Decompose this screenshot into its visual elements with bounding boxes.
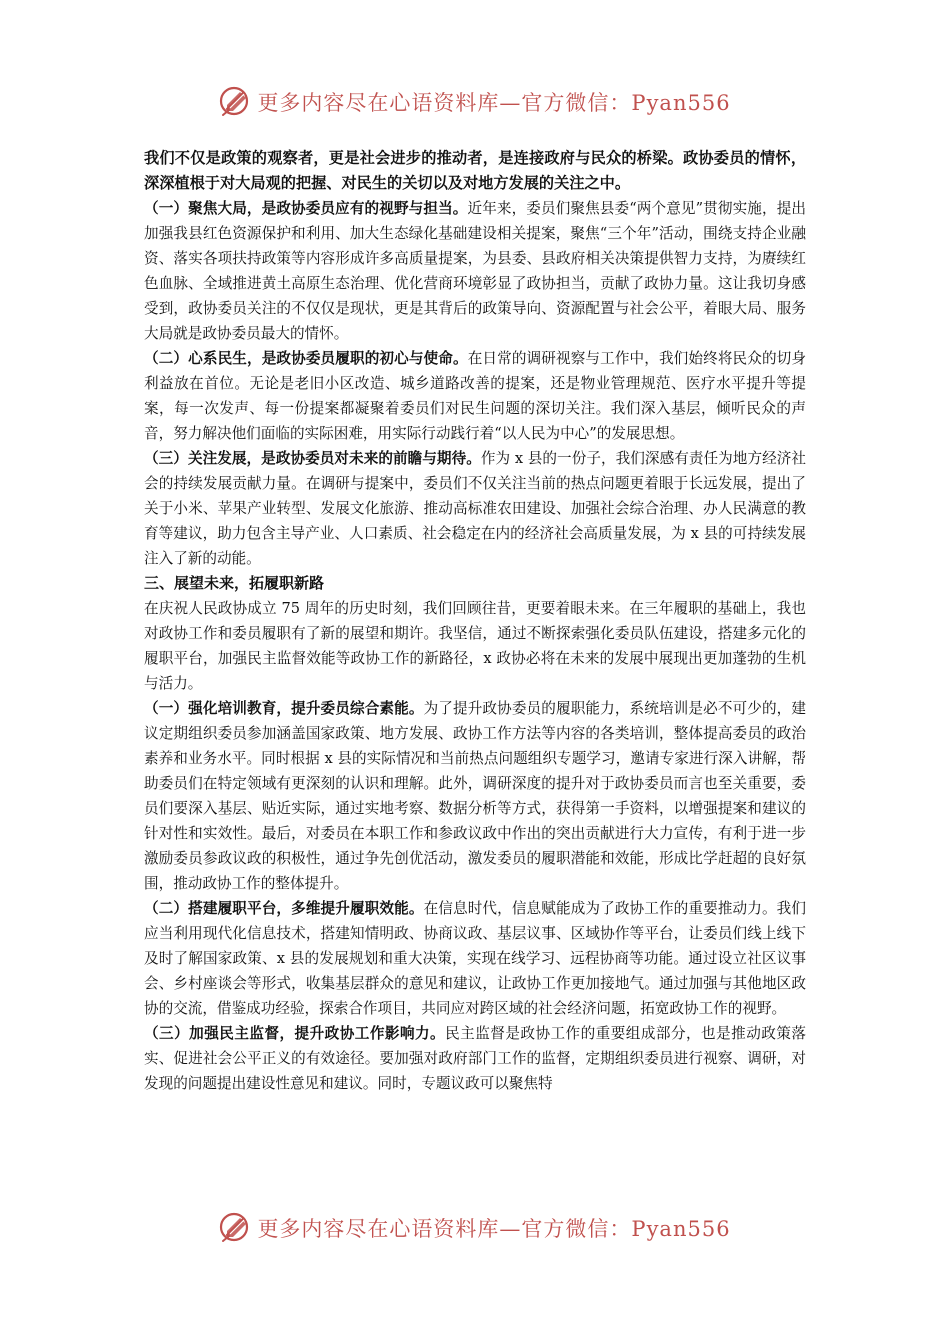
part-three-heading: 三、展望未来，拓履职新路 (144, 574, 325, 592)
section-title: （二）搭建履职平台，多维提升履职效能。 (144, 900, 424, 917)
intro-paragraph: 我们不仅是政策的观察者，更是社会进步的推动者，是连接政府与民众的桥梁。政协委员的情怀，深深植根于对大局观的把握、对民生的关切以及对地方发展的关注之中。 (144, 149, 806, 192)
banner-text: 更多内容尽在心语资料库—官方微信：Pyan556 (257, 1217, 731, 1241)
footer-banner (0, 1208, 950, 1248)
section-body: 作为 x 县的一份子，我们深感有责任为地方经济社会的持续发展贡献力量。在调研与提案中，委员们不仅关注当前的热点问题更着眼于长远发展，提出了关于小米、苹果产业转型、发展文化旅游、推动高标准农田建设、加强社会综合治理、办人民满意的教育等建议，助力包含主导产业、人口素质、社会稳定在内的经济社会高质量发展，为 x 县的可持续发展注入了新的动能。 (144, 450, 806, 567)
section-body: 民主监督是政协工作的重要组成部分，也是推动政策落实、促进社会公平正义的有效途径。要加强对政府部门工作的监督，定期组织委员进行视察、调研，对发现的问题提出建设性意见和建议。同时，专题议政可以聚焦特 (144, 1025, 806, 1092)
section-body: 在信息时代，信息赋能成为了政协工作的重要推动力。我们应当利用现代化信息技术，搭建知情明政、协商议政、基层议事、区域协作等平台，让委员们线上线下及时了解国家政策、x 县的发展规划和重大决策，实现在线学习、远程协商等功能。通过设立社区议事会、乡村座谈会等形式，收集基层群众的意见和建议，让政协工作更加接地气。通过加强与其他地区政协的交流，借鉴成功经验，探索合作项目，共同应对跨区域的社会经济问题，拓宽政协工作的视野。 (144, 900, 806, 1017)
section-body: 近年来，委员们聚焦县委“两个意见”贯彻实施，提出加强我县红色资源保护和利用、加大生态绿化基础建设相关提案，聚焦“三个年”活动，围绕支持企业融资、落实各项扶持政策等内容形成许多高质量提案，为县委、县政府相关决策提供智力支持，为赓续红色血脉、全域推进黄土高原生态治理、优化营商环境彰显了政协担当，贡献了政协力量。这让我切身感受到，政协委员关注的不仅仅是现状，更是其背后的政策导向、资源配置与社会公平，着眼大局、服务大局就是政协委员最大的情怀。 (144, 200, 806, 342)
section-title: （二）心系民生，是政协委员履职的初心与使命。 (144, 350, 468, 367)
banner-text: 更多内容尽在心语资料库—官方微信：Pyan556 (257, 91, 731, 115)
section-2-2 (144, 346, 806, 446)
section-title: （三）加强民主监督，提升政协工作影响力。 (144, 1025, 446, 1042)
article-body (144, 146, 806, 1096)
header-banner (0, 82, 950, 122)
section-3-3 (144, 1021, 806, 1096)
part-three-intro: 在庆祝人民政协成立 75 周年的历史时刻，我们回顾往昔，更要着眼未来。在三年履职的基础上，我也对政协工作和委员履职有了新的展望和期许。我坚信，通过不断探索强化委员队伍建设，搭建多元化的履职平台，加强民主监督效能等政协工作的新路径，x 政协必将在未来的发展中展现出更加蓬勃的生机与活力。 (144, 600, 806, 692)
section-3-1 (144, 696, 806, 896)
section-3-2 (144, 896, 806, 1021)
section-body: 在日常的调研视察与工作中，我们始终将民众的切身利益放在首位。无论是老旧小区改造、城乡道路改善的提案，还是物业管理规范、医疗水平提升等提案，每一次发声、每一份提案都凝聚着委员们对民生问题的深切关注。我们深入基层，倾听民众的声音，努力解决他们面临的实际困难，用实际行动践行着“以人民为中心”的发展思想。 (144, 350, 806, 442)
section-title: （一）聚焦大局，是政协委员应有的视野与担当。 (144, 200, 468, 217)
section-title: （三）关注发展，是政协委员对未来的前瞻与期待。 (144, 450, 481, 467)
section-body: 为了提升政协委员的履职能力，系统培训是必不可少的，建议定期组织委员参加涵盖国家政策、地方发展、政协工作方法等内容的各类培训，整体提高委员的政治素养和业务水平。同时根据 x 县的实际情况和当前热点问题组织专题学习，邀请专家进行深入讲解，帮助委员们在特定领域有更深刻的认识和理解。此外，调研深度的提升对于政协委员而言也至关重要，委员们要深入基层、贴近实际，通过实地考察、数据分析等方式，获得第一手资料，以增强提案和建议的针对性和实效性。最后，对委员在本职工作和参政议政中作出的突出贡献进行大力宣传，有利于进一步激励委员参政议政的积极性，通过争先创优活动，激发委员的履职潜能和效能，形成比学赶超的良好氛围，推动政协工作的整体提升。 (144, 700, 806, 892)
pen-logo-icon (219, 1211, 253, 1245)
section-title: （一）强化培训教育，提升委员综合素能。 (144, 700, 424, 717)
pen-logo-icon (219, 85, 253, 119)
section-2-1 (144, 196, 806, 346)
section-2-3 (144, 446, 806, 571)
